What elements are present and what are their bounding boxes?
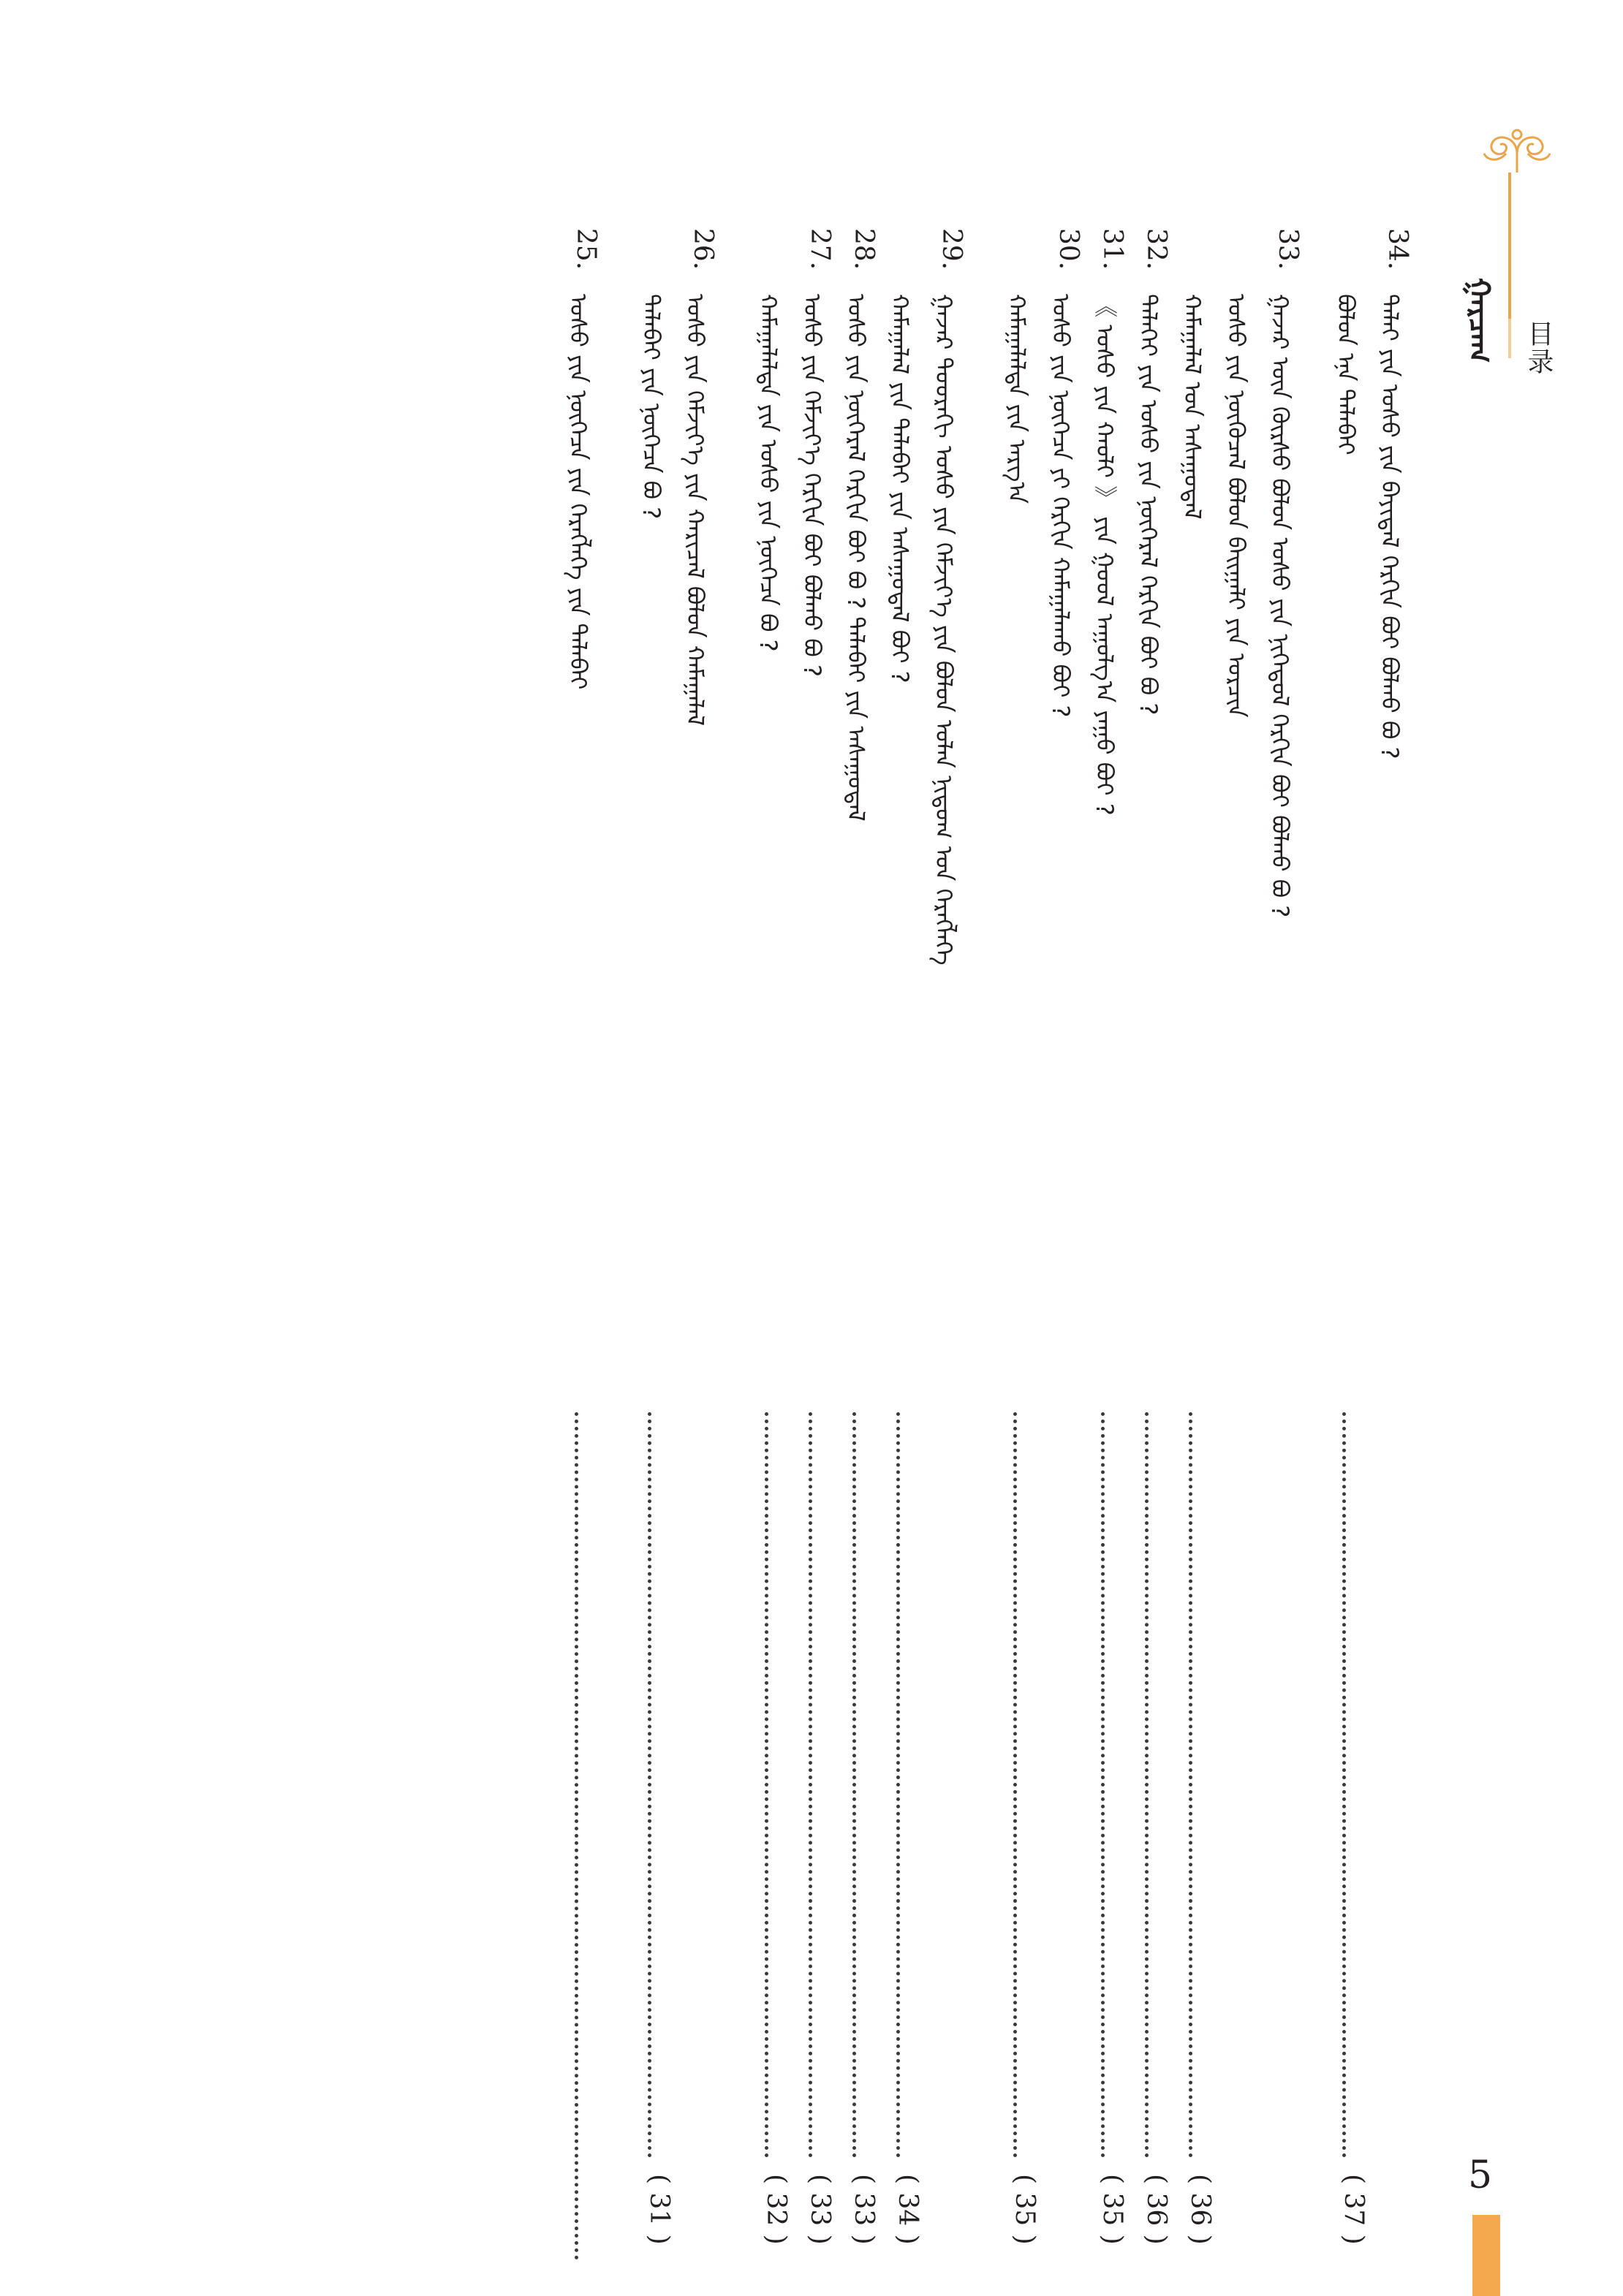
toc-page-reference: ( 33 ) [849, 2174, 879, 2245]
toc-entry-number: 25. [571, 228, 601, 270]
toc-entry-line [1257, 228, 1303, 2034]
toc-entry-line [629, 228, 674, 2245]
dot-leader [648, 1412, 651, 2158]
toc-entry-line [1323, 228, 1369, 2245]
toc-entry-title: ᠤᠰᠤ ᠶᠢᠨ ᠬᠡᠮᠵᠢᠶ᠎ᠡ ᠬᠡᠷᠬᠢᠨ ᠪᠣᠢ ᠪᠣᠯᠬᠤ ᠪᠤ ? [798, 294, 826, 677]
toc-entry-line [1126, 228, 1171, 2245]
toc-entry-number: 32. [1141, 228, 1171, 270]
toc-entry-title: ᠲᠠᠯᠠᠪᠠᠢ ᠶᠢᠨ ᠨᠥᠬᠡᠴᠡ ᠪᠤ ? [638, 294, 665, 520]
dot-leader [852, 1412, 856, 2158]
toc-entry-title: ᠬᠠᠮᠠᠭᠠᠯᠠᠯ ᠶᠢᠨ ᠲᠠᠯᠠᠪᠠᠢ ᠶᠢᠨ ᠠᠰᠠᠭᠤᠳᠠᠯ ᠪᠤᠢ ? [886, 294, 914, 683]
dot-leader [575, 1412, 578, 2260]
toc-entry-title: ᠤᠰᠤ ᠶᠢᠨ ᠨᠥᠭᠡᠴᠡ ᠶᠢᠨ ᠬᠡᠷᠡᠭᠯᠡᠭᠡ ᠶᠢᠨ ᠲᠠᠯᠠᠪᠠᠢ [564, 294, 592, 690]
toc-entry-title: ᠭᠠᠵᠠᠷ ᠳᠣᠣᠷᠠᠬᠢ ᠤᠰᠤ ᠶᠢᠨ ᠬᠡᠮᠵᠢᠶ᠎ᠡ ᠶᠢᠨ ᠪᠣᠯᠣᠨ ᠣᠯᠠᠨ ᠨᠢᠳᠤᠭ ᠤᠨ ᠬᠡᠷᠡᠭᠯᠡᠭᠡ [930, 294, 958, 966]
toc-entry-number: 28. [849, 228, 879, 270]
toc-entry-line [921, 228, 966, 2034]
toc-entry-line [833, 228, 879, 2245]
dot-leader [1342, 1412, 1346, 2158]
toc-entry-number: 34. [1382, 228, 1412, 270]
toc-page-reference: ( 36 ) [1185, 2174, 1215, 2245]
toc-entry-number: 29. [937, 228, 966, 270]
toc-entry-title: ᠤᠰᠤ ᠶᠢᠨ ᠨᠥᠬᠡᠷᠡᠯ ᠬᠡᠷᠬᠢᠨ ᠪᠤᠢ ᠪᠤ ? ᠲᠠᠯᠠᠪᠠᠢ ᠶᠢᠨ ᠠᠰᠠᠭᠤᠳᠠᠯ [842, 294, 870, 822]
toc-entry-line [1367, 228, 1412, 2034]
toc-entry-number: 31. [1097, 228, 1127, 270]
toc-entry-line [1170, 228, 1215, 2245]
toc-entry-title: ᠤᠰᠤ ᠶᠢᠨ ᠨᠥᠬᠦᠴᠡᠯ ᠪᠣᠯᠣᠨ ᠪᠠᠢᠭᠠᠯᠢ ᠶᠢᠨ ᠣᠷᠴᠢᠨ [1222, 294, 1250, 718]
toc-entry-title: 《 ᠤᠰᠤ ᠶᠢᠨ ᠬᠠᠤᠯᠢ 》 ᠶᠢᠨ ᠭᠣᠣᠯ ᠠᠭᠤᠯᠭ᠎ᠠ ᠶᠠᠭᠤ ᠪᠤᠢ ? [1091, 294, 1119, 816]
toc-entry-title: ᠬᠠᠮᠠᠭᠠᠯᠠᠯᠲᠠ ᠶᠢᠨ ᠤᠰᠤ ᠶᠢᠨ ᠨᠥᠬᠡᠴᠡ ᠪᠤ ? [754, 294, 782, 652]
dot-leader [1145, 1412, 1149, 2158]
toc-page-reference: ( 34 ) [893, 2174, 923, 2245]
dot-leader [1101, 1412, 1105, 2158]
toc-entry-title: ᠬᠠᠮᠠᠭᠠᠯᠠᠯ ᠤᠨ ᠠᠰᠠᠭᠤᠳᠠᠯ [1179, 294, 1206, 520]
toc-page-reference: ( 35 ) [1010, 2174, 1040, 2245]
toc-page-reference: ( 32 ) [761, 2174, 791, 2245]
toc-entry-number: 27. [805, 228, 835, 270]
toc-entry-title: ᠪᠣᠯᠣᠨ ᠡᠨᠡ ᠲᠠᠯᠠᠪᠠᠢ [1332, 294, 1360, 455]
toc-entry-title: ᠤᠰᠤ ᠶᠢᠨ ᠬᠡᠮᠵᠢᠶ᠎ᠡ ᠶᠢᠨ ᠬᠠᠷᠢᠴᠠᠯ ᠪᠣᠯᠣᠨ ᠬᠠᠮᠠᠭᠠᠯᠠᠯ [681, 294, 709, 727]
toc-entry-line [877, 228, 923, 2245]
toc-entry-number: 30. [1053, 228, 1083, 270]
toc-page-reference: ( 33 ) [805, 2174, 835, 2245]
section-title-chinese: 目录 [1524, 320, 1554, 376]
page-number: 5 [1468, 2153, 1493, 2197]
toc-entry-line [1082, 228, 1127, 2245]
dot-leader [1013, 1412, 1017, 2158]
toc-entry-title: ᠤᠰᠤ ᠶᠢᠨ ᠨᠥᠭᠡᠴᠡ ᠶᠢ ᠬᠡᠷᠬᠢᠨ ᠬᠠᠮᠠᠭᠠᠯᠠᠬᠤ ᠪᠤᠢ ? [1047, 294, 1075, 718]
dot-leader [896, 1412, 900, 2158]
dot-leader [809, 1412, 812, 2158]
toc-entry-title: ᠳᠠᠯᠠᠶ ᠶᠢᠨ ᠤᠰᠤ ᠶᠢᠨ ᠪᠠᠶᠢᠳᠠᠯ ᠬᠡᠷᠬᠢᠨ ᠪᠣᠢ ᠪᠣᠯᠬᠤ ᠪᠤ ? [1376, 294, 1404, 759]
toc-entry-line [994, 228, 1040, 2245]
toc-page-reference: ( 31 ) [644, 2174, 674, 2245]
section-title-mongolian: ᠭᠠᠷᠴᠠᠭ [1462, 278, 1496, 363]
toc-entry-title: ᠳᠡᠯᠡᠬᠡᠢ ᠶᠢᠨ ᠤᠰᠤ ᠶᠢᠨ ᠨᠥᠬᠡᠷᠡᠯ ᠬᠡᠷᠬᠢᠨ ᠪᠤᠢ ᠪᠤ ? [1135, 294, 1162, 716]
toc-page-reference: ( 35 ) [1097, 2174, 1127, 2245]
page-edge-tab [1472, 2215, 1500, 2296]
toc-page-reference: ( 36 ) [1141, 2174, 1171, 2245]
toc-entry-number: 26. [688, 228, 718, 270]
toc-entry-title: ᠬᠠᠮᠠᠭᠠᠯᠠᠯᠲᠠ ᠶᠢᠨ ᠠᠷᠭ᠎ᠠ [1003, 294, 1031, 504]
toc-entry-line [673, 228, 718, 2034]
toc-entry-line [556, 228, 601, 2034]
toc-entry-title: ᠭᠠᠵᠠᠷ ᠦᠨ ᠬᠥᠷᠰᠦ ᠪᠣᠯᠣᠨ ᠤᠰᠤ ᠶᠢᠨ ᠨᠢᠭᠡᠳᠦᠯ ᠬᠡᠷᠬᠢᠨ ᠪᠣᠢ ᠪᠣᠯᠬᠤ ᠪᠤ ? [1266, 294, 1294, 918]
dot-leader [1189, 1412, 1192, 2158]
toc-entry-number: 33. [1273, 228, 1303, 270]
toc-entry-line [746, 228, 791, 2245]
toc-entry-line [790, 228, 835, 2245]
dot-leader [765, 1412, 768, 2158]
toc-entry-line [1214, 228, 1259, 2034]
toc-entry-line [1038, 228, 1083, 2034]
toc-page-reference: ( 37 ) [1339, 2174, 1369, 2245]
